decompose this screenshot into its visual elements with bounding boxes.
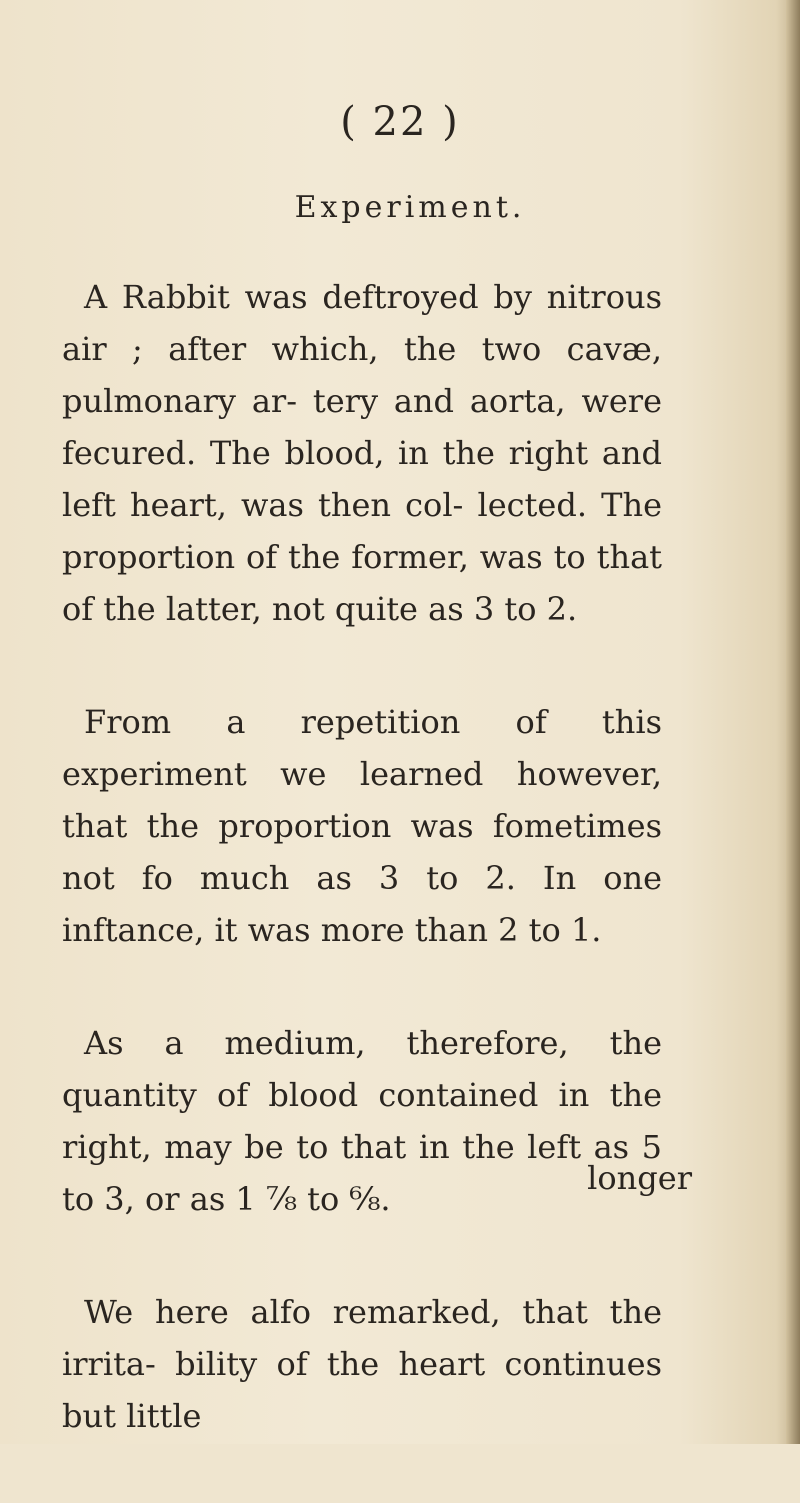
page-number: ( 22 ) xyxy=(340,99,460,145)
paragraph-4: We here alfo remarked, that the irrita- bility of the heart continues but little xyxy=(62,1293,662,1435)
paragraph-1: A Rabbit was deftroyed by nitrous air ; after which, the two cavæ, pulmonary ar- tery and aorta, were fecured. The blood, in the right and left heart, was then col- lected. The proportion of the former, was to that of the latter, not quite as 3 to 2. xyxy=(62,278,662,628)
paragraph-2: From a repetition of this experiment we learned however, that the proportion was fometimes not fo much as 3 to 2. In one inftance, it was more than 2 to 1. xyxy=(62,703,662,949)
page-body xyxy=(62,271,662,1503)
section-heading: Experiment. xyxy=(294,190,526,225)
catchword: longer xyxy=(587,1159,692,1197)
paragraph-3: As a medium, therefore, the quantity of blood contained in the right, may be to that in the left as 5 to 3, or as 1 ⅞ to ⁶⁄₈. xyxy=(62,1024,662,1218)
